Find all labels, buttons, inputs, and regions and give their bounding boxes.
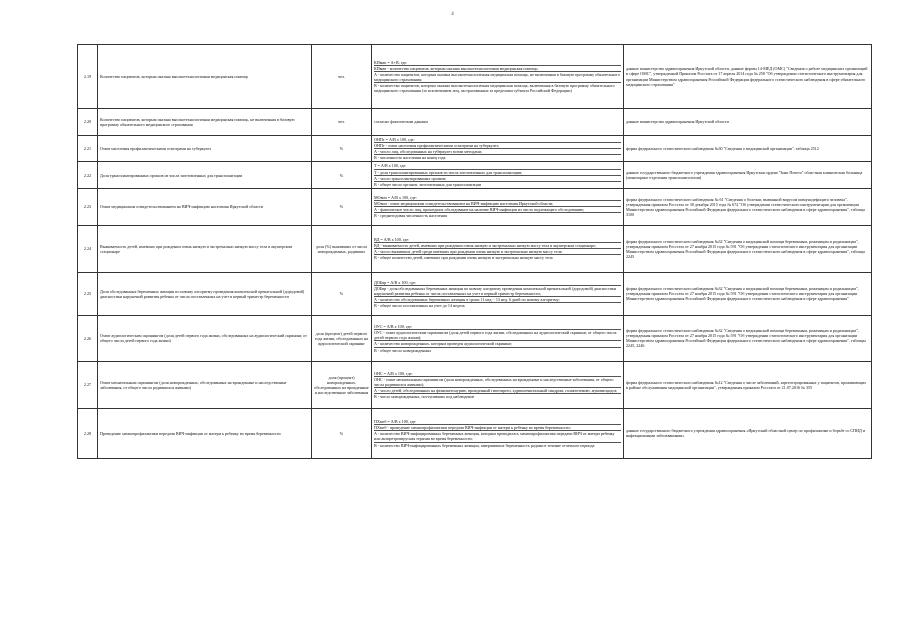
formula-line: ОНС - охват неонатальным скринингом (доля новорожденных, обследованных на врожденные и наследственные заболевания, от общего числа родившихся живыми); (374, 377, 621, 388)
formula-line: ПХмеб = А/В х 100, где: (374, 419, 621, 425)
page-number: 4 (451, 12, 454, 17)
table-row (78, 361, 872, 408)
indicator-name: Количество пациентов, которым оказана высокотехнологичная медицинская помощь, не включенная в базовую программу обязательного медицинского страхования (98, 109, 312, 136)
unit-cell: % (312, 136, 372, 162)
formula-line: ДОБвр - доля обследованных беременных женщин по новому алгоритму проведения комплексной пренатальной (дородовой) диагностики нарушений развития ребенка от числа поставленных на учет в первый триместр беременности; (374, 286, 621, 297)
table-row (78, 408, 872, 458)
formula-line: А - число трансплантированных органов; (374, 176, 621, 182)
table-row (78, 272, 872, 315)
formula-cell (372, 361, 624, 408)
row-number: 2.28 (78, 408, 98, 458)
formula-cell (372, 188, 624, 225)
formula-line: А - число детей, обследованных на фенилкетонурию, врожденный гипотиреоз, адреногенитальный синдром, галактоземию, муковисцидоз; (374, 388, 621, 394)
formula-line: А - количество пациентов, которым оказана высокотехнологичная медицинская помощь, не включенная в базовую программу обязательного медицинского страхования; (374, 71, 620, 82)
formula-cell (372, 272, 624, 315)
formula-line: В - общее число новорожденных (374, 347, 432, 353)
formula-cell (372, 315, 624, 361)
source-cell: форма федерального статистического наблюдения №32 "Сведения о медицинской помощи беременным, роженицам и родильницам", утвержденная приказом Росстата от 27 ноября 2015 года № 591 "Об утверждении статистического инструментария для организации Министерством здравоохранения Российской Федерации федерального статистического наблюдения в сфере здравоохранения" (624, 272, 872, 315)
indicator-name: Доля трансплантированных органов из числа заготовленных для трансплантации (98, 162, 312, 188)
table-row (78, 136, 872, 162)
table-row (78, 315, 872, 361)
unit-cell: доля (процент) новорожденных, обследованных на врожденные и наследственные заболевания (312, 361, 372, 408)
row-number: 2.24 (78, 225, 98, 272)
formula-line: В - общее количество детей, имевших при рождении очень низкую и экстремально низкую массу тела (374, 255, 553, 261)
formula-line: В - количество пациентов, которым оказана высокотехнологичная медицинская помощь, включенная в базовую программу обязательного медицинского страхования (за исключением лиц, застрахованных за пределами субъекта Российской Федерации) (374, 83, 615, 94)
table-row (78, 45, 872, 109)
formula-line: МОвич - охват медицинским освидетельствованием на ВИЧ-инфекцию населения Иркутской области; (374, 201, 621, 207)
formula-line: Т = А/В х 100, где: (374, 163, 621, 169)
formula-line: В - общее число органов, заготовленных для трансплантации (374, 181, 482, 187)
indicator-name: Количество пациентов, которым оказана высокотехнологичная медицинская помощь (98, 45, 312, 109)
source-cell: форма федерального статистического наблюдения №32 "Сведения о медицинской помощи беременным, роженицам и родильницам", утвержденная приказом Росстата от 27 ноября 2015 года № 591 "Об утверждении статистического инструментария для организации Министерством здравоохранения Российской Федерации федерального статистического наблюдения в сфере здравоохранения", таблица 2245 (624, 225, 872, 272)
unit-cell: чел. (312, 109, 372, 136)
indicator-name: Охват неонатальным скринингом (доля новорожденных, обследованных на врожденные и наследственные заболевания, от общего числа родившихся живыми) (98, 361, 312, 408)
indicator-name: Охват медицинским освидетельствованием на ВИЧ-инфекцию населения Иркутской области (98, 188, 312, 225)
indicators-table (77, 44, 872, 459)
formula-cell (372, 45, 624, 109)
formula-line: А - число лиц, обследованных на туберкулез всеми методами; (374, 149, 621, 155)
indicator-name: Охват аудиологическим скринингом (доля детей первого года жизни, обследованных на аудиологический скрининг, от общего числа детей первого года жизни) (98, 315, 312, 361)
formula-line: МОвич = А/В х 100, где: (374, 195, 621, 201)
formula-line: А - количество ВИЧ-инфицированных беременных женщин, которым проводилась химиопрофилактика передачи ВИЧ от матери ребенку или антиретровирусная терапия во время беременности; (374, 431, 621, 442)
formula-line: ВД = А/В х 100, где: (374, 237, 621, 243)
formula-line: ОНПт - охват населения профилактическими осмотрами на туберкулез; (374, 143, 621, 149)
row-number: 2.22 (78, 162, 98, 188)
table-row (78, 225, 872, 272)
formula-line: А - фактическое число лиц, прошедших обследование на наличие ВИЧ-инфекции из числа подлежащего обследованию; (374, 207, 621, 213)
indicator-name: Доля обследованных беременных женщин по новому алгоритму проведения комплексной пренатальной (дородовой) диагностики нарушений развития ребенка от числа поставленных на учет в первый триместр беременности (98, 272, 312, 315)
row-number: 2.26 (78, 315, 98, 361)
formula-cell (372, 225, 624, 272)
row-number: 2.20 (78, 109, 98, 136)
formula-line: ДОБвр = А/В х 100, где: (374, 280, 621, 286)
formula-line: ОНС = А/В х 100, где: (374, 371, 621, 377)
formula-line: ОНПт = А/В х 100, где: (374, 137, 621, 143)
row-number: 2.25 (78, 272, 98, 315)
formula-line: КПвмп - количество пациентов, которым оказана высокотехнологичная медицинская помощь; (374, 66, 621, 72)
formula-cell (372, 109, 624, 136)
unit-cell: % (312, 408, 372, 458)
table-row (78, 162, 872, 188)
unit-cell: чел. (312, 45, 372, 109)
indicator-name: Охват населения профилактическими осмотрами на туберкулез (98, 136, 312, 162)
row-number: 2.23 (78, 188, 98, 225)
formula-cell (372, 162, 624, 188)
indicator-name: Проведение химиопрофилактики передачи ВИЧ-инфекции от матери к ребенку во время беременности (98, 408, 312, 458)
formula-line: В - общее число поставленных на учет до 14 недель (374, 303, 465, 309)
source-cell: данные государственного бюджетного учреждения здравоохранения Иркутская ордена "Знак Почета" областная клиническая больница (мониторинг отделения трансплантологии) (624, 162, 872, 188)
formula-line: согласно фактическим данным (374, 119, 428, 125)
unit-cell: % (312, 188, 372, 225)
source-cell: форма федерального статистического наблюдения №32 "Сведения о медицинской помощи беременным, роженицам и родильницам", утвержденная приказом Росстата от 27 ноября 2015 года № 591 "Об утверждении статистического инструментария для организации Министерством здравоохранения Российской Федерации федерального статистического наблюдения в сфере здравоохранения", таблицы 2245, 2246 (624, 315, 872, 361)
table-row (78, 109, 872, 136)
formula-line: В - среднегодовая численность населения (374, 213, 447, 219)
source-cell: форма федерального статистического наблюдения №30 "Сведения о медицинской организации", таблица 2512 (624, 136, 872, 162)
formula-line: ВД - выживаемость детей, имевших при рождении очень низкую и экстремально низкую массу тела в акушерском стационаре; (374, 243, 621, 249)
source-cell: форма федерального статистического наблюдения №12 "Сведения о числе заболеваний, зарегистрированных у пациентов, проживающих в районе обслуживания медицинской организации", утвержденная приказом Росстата от 21.07.2016 № 355 (624, 361, 872, 408)
source-cell: данные министерства здравоохранения Иркутской области (624, 109, 872, 136)
table-row (78, 188, 872, 225)
formula-cell (372, 136, 624, 162)
unit-cell: % (312, 272, 372, 315)
formula-line: А - количество новорожденных, которым проведен аудиологический скрининг; (374, 341, 621, 347)
unit-cell: доля (%) выживших от числа новорожденных, родивших (312, 225, 372, 272)
source-cell: форма федерального статистического наблюдения № 61 "Сведения о болезни, вызванной вирусом иммунодефицита человека", утвержденная приказом Росстата от 30 декабря 2015 года № 672 "Об утверждении статистического инструментария для организации Министерством здравоохранения Российской Федерации федерального статистического наблюдения в сфере здравоохранения", таблица 3100 (624, 188, 872, 225)
indicator-name: Выживаемость детей, имевших при рождении очень низкую и экстремально низкую массу тела в акушерском стационаре (98, 225, 312, 272)
formula-line: ОУС = А/В х 100, где: (374, 324, 621, 330)
formula-line: ОУС - охват аудиологическим скринингом (доля детей первого года жизни, обследованных на аудиологический скрининг, от общего числа детей первого года жизни); (374, 330, 621, 341)
formula-line: В - число новорожденных, поступивших под наблюдение (374, 394, 475, 400)
unit-cell: % (312, 162, 372, 188)
source-cell: данные государственного бюджетного учреждения здравоохранения «Иркутский областной центр по профилактике и борьбе со СПИД и инфекционными заболеваниями» (624, 408, 872, 458)
formula-line: КПвмп = А+В, где: (374, 60, 621, 66)
formula-cell (372, 408, 624, 458)
formula-line: ПХмеб - проведение химиопрофилактики передачи ВИЧ-инфекции от матери к ребенку во время беременности; (374, 425, 621, 431)
unit-cell: доля (процент) детей первого года жизни, обследованных на аудиологический скрининг (312, 315, 372, 361)
formula-line: А - количество обследованных беременных женщин в сроки 11 нед. - 13 нед. 6 дней по новому алгоритму; (374, 297, 621, 303)
formula-line: Т - доля трансплантированных органов из числа заготовленных для трансплантации; (374, 170, 621, 176)
formula-line: В - численность населения на конец года (374, 155, 446, 161)
source-cell: данные министерства здравоохранения Иркутской области, данные формы 14-МЕД (ОМС) "Сведения о работе медицинских организаций в сфере ОМС", утвержденной Приказом Росстата от 17 апреля 2014 года № 258 "Об утверждении статистического инструментария для организации Министерством здравоохранения Российской Федерации федерального статистического наблюдения в сфере обязательного медицинского страхования" (624, 45, 872, 109)
row-number: 2.19 (78, 45, 98, 109)
row-number: 2.27 (78, 361, 98, 408)
row-number: 2.21 (78, 136, 98, 162)
formula-line: В - количество ВИЧ-инфицированных беременных женщин, завершивших беременность родами в течение отчетного периода (374, 442, 595, 448)
formula-line: А - число выживших детей среди имевших при рождении очень низкую и экстремально низкую массу тела; (374, 249, 621, 255)
